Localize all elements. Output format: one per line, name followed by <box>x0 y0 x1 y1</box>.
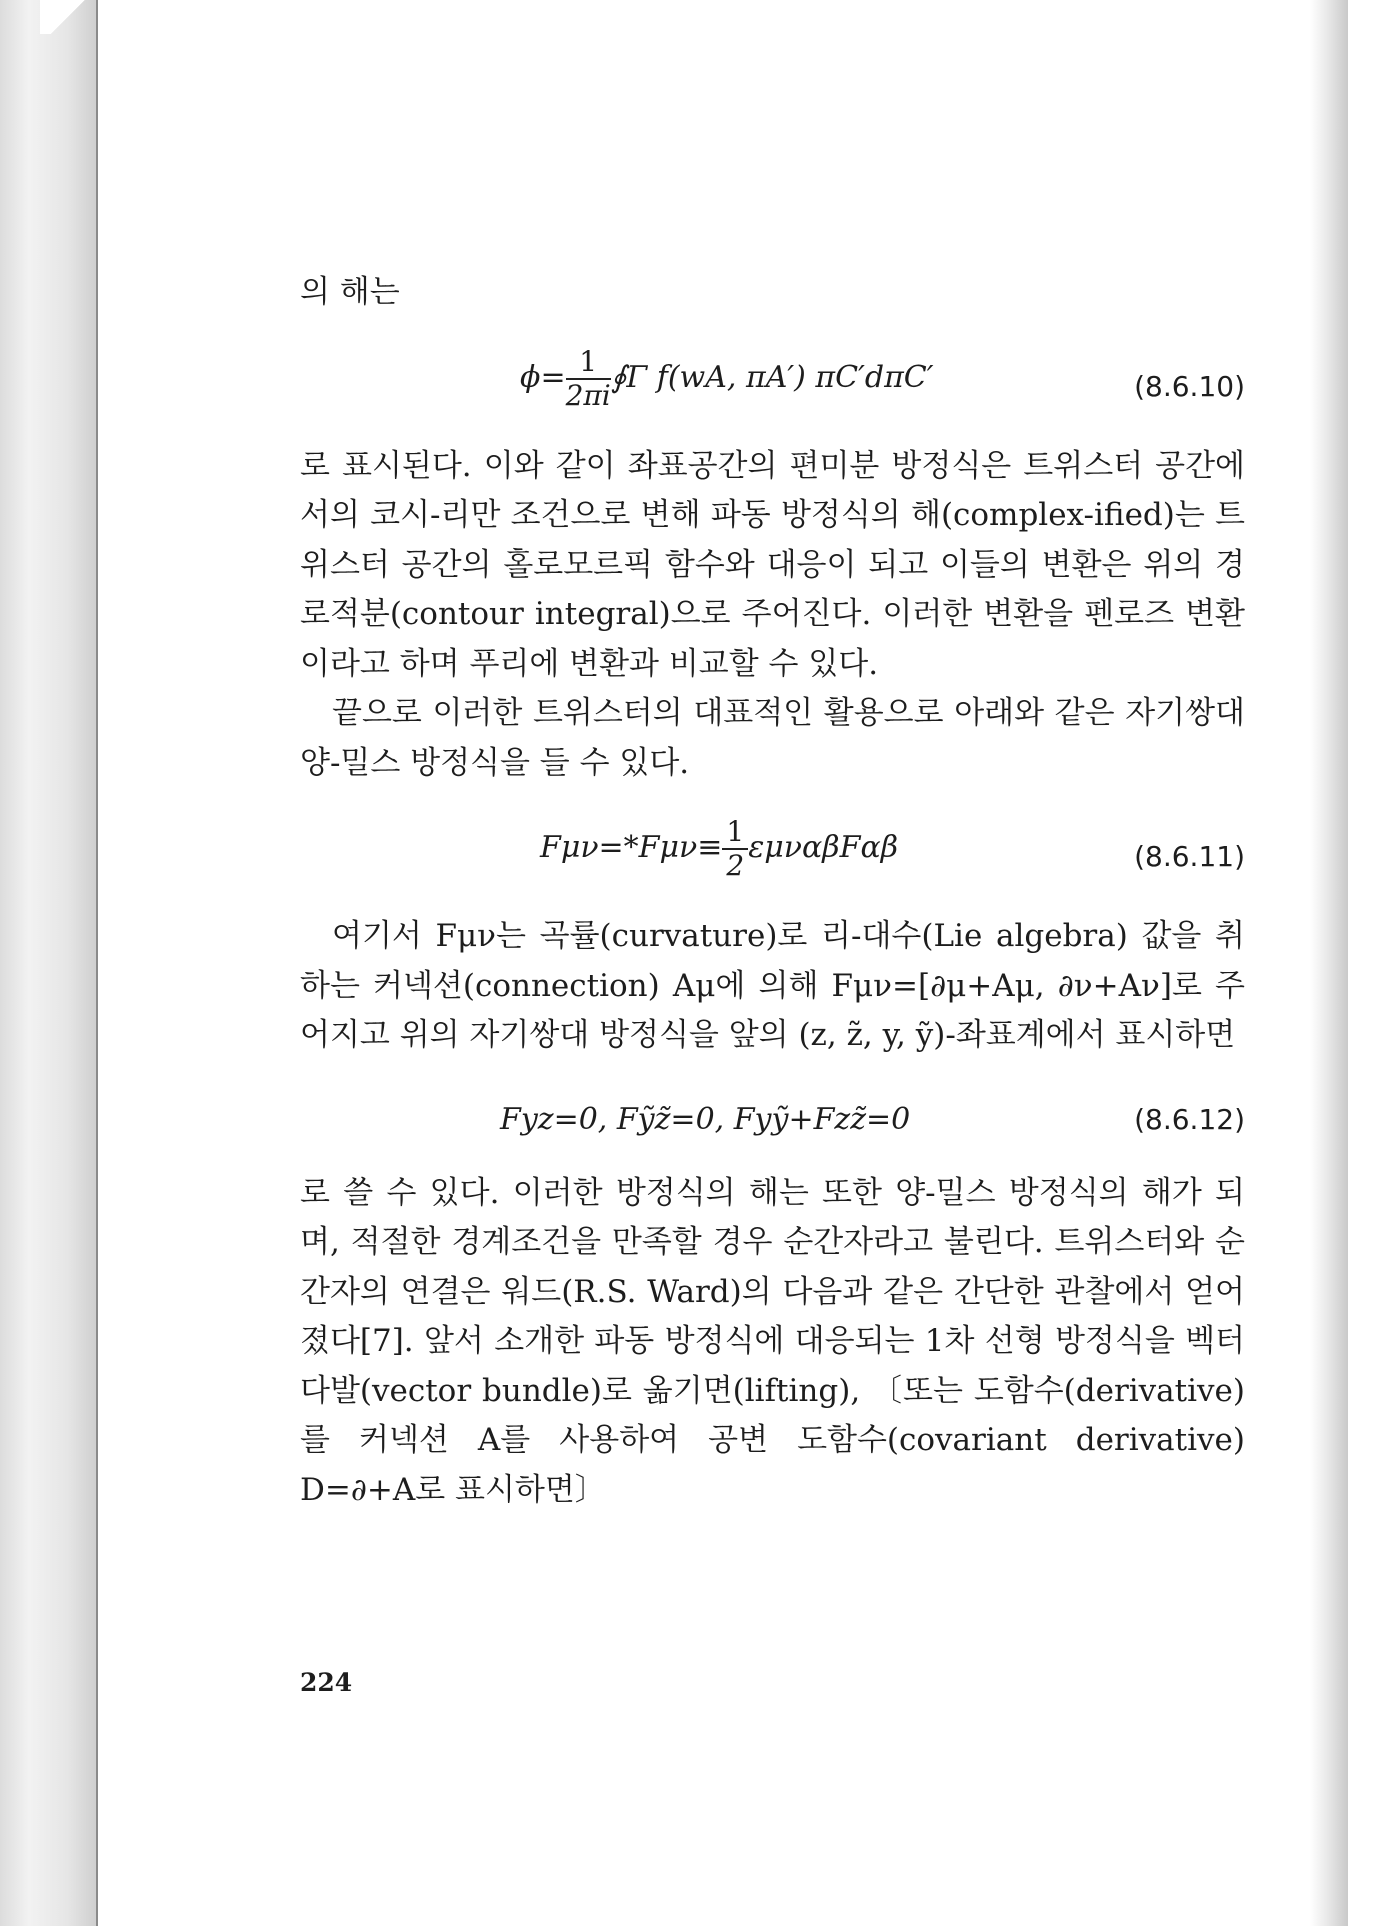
eq2-rhs: εμναβFαβ <box>748 830 899 865</box>
page-content <box>300 268 1245 1515</box>
equation-8-6-11 <box>300 794 1245 906</box>
paragraph-instanton: 로 쓸 수 있다. 이러한 방정식의 해는 또한 양-밀스 방정식의 해가 되며, 적절한 경계조건을 만족할 경우 순간자라고 불린다. 트위스터와 순간자의 연결은 워드(R.S. Ward)의 다음과 같은 간단한 관찰에서 얻어졌다[7]. 앞서 소개한 파동 방정식에 대응되는 1차 선형 방정식을 벡터 다발(vector bundle)로 옮기면(lifting), 〔또는 도함수(derivative)를 커넥션 A를 사용하여 공변 도함수(covariant derivative) D=∂+A로 표시하면〕 <box>300 1174 1245 1508</box>
eq1-frac-den: 2πi <box>565 378 611 412</box>
page-edge-shadow <box>1310 0 1348 1926</box>
book-spine <box>0 0 96 1926</box>
page-number: 224 <box>300 1668 353 1697</box>
spine-corner <box>40 0 96 34</box>
eq3-body: Fyz=0, Fỹz̃=0, Fyỹ+Fzz̃=0 <box>500 1101 911 1137</box>
eq2-fraction <box>722 816 748 882</box>
eq1-lhs: ϕ= <box>520 359 566 395</box>
eq1-fraction <box>566 346 611 412</box>
paragraph-penrose-transform: 로 표시된다. 이와 같이 좌표공간의 편미분 방정식은 트위스터 공간에서의 코시-리만 조건으로 변해 파동 방정식의 해(complex-ified)는 트위스터 공간의 홀로모르픽 함수와 대응이 되고 이들의 변환은 위의 경로적분(contour integral)으로 주어진다. 이러한 변환을 펜로즈 변환이라고 하며 푸리에 변환과 비교할 수 있다. <box>300 447 1245 682</box>
eq2-frac-num: 1 <box>722 816 748 850</box>
eq1-frac-num: 1 <box>566 346 611 380</box>
eq2-frac-den: 2 <box>726 849 745 882</box>
eq1-rhs: ∮Γ f(wA, πA′) πC′dπC′ <box>610 359 934 395</box>
paragraph-intro: 의 해는 <box>300 274 400 310</box>
equation-number: (8.6.11) <box>1134 840 1245 873</box>
paragraph-self-dual-intro: 끝으로 이러한 트위스터의 대표적인 활용으로 아래와 같은 자기쌍대 양-밀스 방정식을 들 수 있다. <box>300 695 1245 781</box>
equation-8-6-12 <box>300 1067 1245 1163</box>
equation-number: (8.6.12) <box>1134 1102 1245 1136</box>
paragraph-curvature: 여기서 Fμν는 곡률(curvature)로 리-대수(Lie algebra) 값을 취하는 커넥션(connection) Aμ에 의해 Fμν=[∂μ+Aμ, ∂ν+Aν]로 주어지고 위의 자기쌍대 방정식을 앞의 (z, z̃, y, ỹ)-좌표계에서 표시하면 <box>300 918 1245 1053</box>
equation-number: (8.6.10) <box>1134 369 1245 403</box>
equation-8-6-10 <box>300 324 1245 436</box>
eq2-lhs: Fμν=*Fμν≡ <box>540 830 723 865</box>
